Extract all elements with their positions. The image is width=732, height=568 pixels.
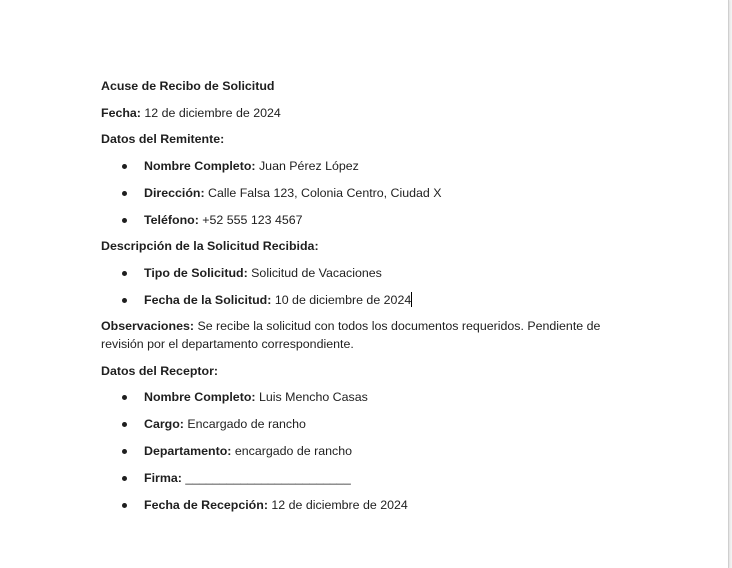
bullet-icon [122,476,127,481]
list-item: Tipo de Solicitud: Solicitud de Vacaciones [101,264,626,282]
bullet-icon [122,449,127,454]
list-item: Dirección: Calle Falsa 123, Colonia Centro, Ciudad X [101,184,626,202]
list-item: Fecha de la Solicitud: 10 de diciembre de 2024 [101,291,626,309]
list-item: Firma: ________________________ [101,469,626,487]
document-body[interactable] [101,77,626,523]
receptor-list [101,388,626,514]
solicitud-heading: Descripción de la Solicitud Recibida: [101,239,319,253]
observaciones-paragraph: Observaciones: Se recibe la solicitud con todos los documentos requeridos. Pendiente de revisión por el departamento correspondiente. [101,319,601,351]
text-cursor [411,292,412,307]
bullet-icon [122,503,127,508]
list-item: Departamento: encargado de rancho [101,442,626,460]
bullet-icon [122,218,127,223]
document-title: Acuse de Recibo de Solicitud [101,79,275,93]
signature-line: ________________________ [185,471,351,485]
remitente-list [101,157,626,229]
bullet-icon [122,395,127,400]
bullet-icon [122,164,127,169]
list-item: Cargo: Encargado de rancho [101,415,626,433]
list-item: Fecha de Recepción: 12 de diciembre de 2024 [101,496,626,514]
bullet-icon [122,191,127,196]
solicitud-list [101,264,626,309]
fecha-line: Fecha: 12 de diciembre de 2024 [101,105,281,120]
bullet-icon [122,271,127,276]
receptor-heading: Datos del Receptor: [101,363,219,378]
bullet-icon [122,422,127,427]
remitente-heading: Datos del Remitente: [101,132,225,146]
list-item: Nombre Completo: Juan Pérez López [101,157,626,175]
list-item: Nombre Completo: Luis Mencho Casas [101,388,626,406]
bullet-icon [122,298,127,303]
list-item: Teléfono: +52 555 123 4567 [101,211,626,229]
